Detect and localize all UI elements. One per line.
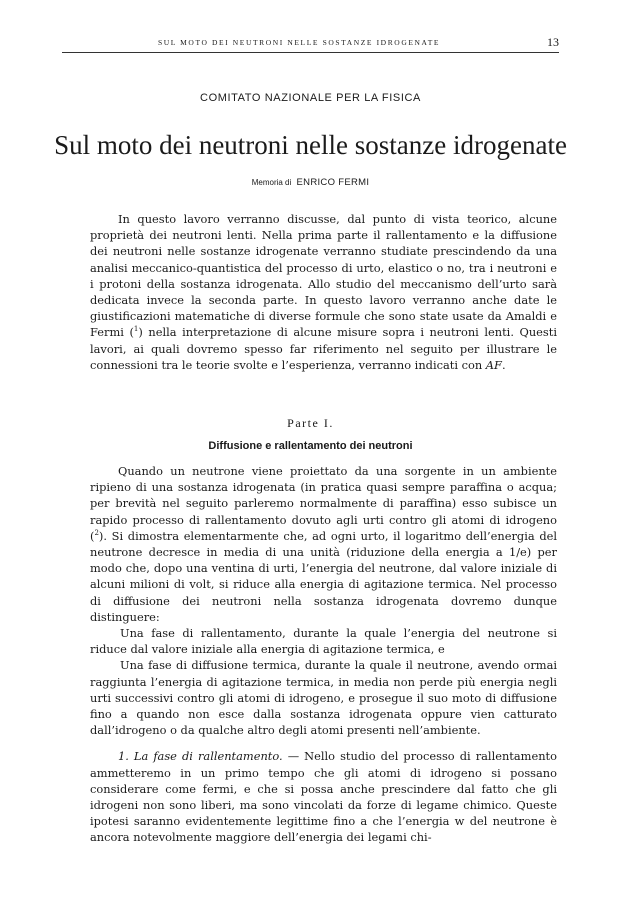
subsection-label: 1. La fase di rallentamento. — <box>118 749 300 764</box>
article-title: Sul moto dei neutroni nelle sostanze idrogenate <box>54 130 567 160</box>
intro-text-part3: . <box>501 357 506 372</box>
body-paragraph <box>90 463 557 625</box>
reference-mark: 2 <box>94 529 99 538</box>
intro-text <box>90 211 557 373</box>
page-number: 13 <box>547 35 559 49</box>
byline-label: Memoria di <box>251 178 292 187</box>
intro-text-part1: In questo lavoro verranno discusse, dal punto di vista teorico, alcune proprietà dei neutroni lenti. Nella prima parte il rallentamento e la diffusione dei neutroni nelle sostanze idrogenate verranno studiate prescindendo da una analisi meccanico-quantistica del processo di urto, elastico o no, tra i neutroni e i protoni della sostanza idrogenata. Allo studio del meccanismo dell’urto sarà dedicata invece la seconda parte. In questo lavoro verranno anche date le giustificazioni matematiche di diverse formule che sono state usate da Amaldi e Fermi ( <box>90 212 557 340</box>
phase-item-2: Una fase di diffusione termica, durante la quale il neutrone, avendo ormai raggiunta l’energia di agitazione termica, in media non perde più energia negli urti successivi contro gli atomi di idrogeno, e prosegue il suo moto di diffusione fino a quando non esce dalla sostanza idrogenata oppure vien catturato dall’idrogeno o da qualche altro degli atomi presenti nell’ambiente. <box>90 658 557 738</box>
subsection-paragraph <box>90 748 557 845</box>
author-name: ENRICO FERMI <box>296 177 370 188</box>
phase-item-1: Una fase di rallentamento, durante la quale l’energia del neutrone si riduce dal valore iniziale alla energia di agitazione termica, e <box>90 626 557 657</box>
body-text-part1: Quando un neutrone viene proiettato da una sorgente in un ambiente ripieno di una sostanza idrogenata (in pratica quasi sempre paraffina o acqua; per brevità nel seguito parleremo normalmente di paraffina) esso subisce un rapido processo di rallentamento dovuto agli urti contro gli atomi di idrogeno ( <box>90 464 557 543</box>
running-header <box>62 35 559 53</box>
body-text <box>90 463 557 846</box>
reference-mark: 1 <box>133 325 139 334</box>
abbreviation: AF <box>485 357 502 372</box>
section-heading: Diffusione e rallentamento dei neutroni <box>208 440 413 452</box>
committee-heading: COMITATO NAZIONALE PER LA FISICA <box>200 92 421 104</box>
byline <box>0 177 621 188</box>
intro-paragraph <box>90 211 557 373</box>
part-heading: Parte I. <box>287 416 334 430</box>
running-title: SUL MOTO DEI NEUTRONI NELLE SOSTANZE IDROGENATE <box>158 38 441 47</box>
body-text-part2: ). Si dimostra elementarmente che, ad ogni urto, il logaritmo dell’energia del neutrone decresce in media di una unità (riduzione della energia a 1/e) per modo che, dopo una ventina di urti, l’energia del neutrone, dal valore iniziale di alcuni milioni di volt, si riduce alla energia di agitazione termica. Nel processo di diffusione dei neutroni nella sostanza idrogenata dovremo dunque distinguere: <box>90 528 557 624</box>
intro-text-part2: ) nella interpretazione di alcune misure sopra i neutroni lenti. Questi lavori, ai quali dovremo spesso far riferimento nel seguito per illustrare le connessioni tra le teorie svolte e l’esperienza, verranno indicati con <box>90 325 557 372</box>
subsection-text: Nello studio del processo di rallentamento ammetteremo in un primo tempo che gli atomi di idrogeno si possano considerare come fermi, e che si possa anche prescindere dal fatto che gli idrogeni non sono liberi, ma sono vincolati da forze di legame chimico. Queste ipotesi saranno evidentemente legittime fino a che l’energia w del neutrone è ancora notevolmente maggiore dell’energia dei legami chi- <box>90 749 557 845</box>
